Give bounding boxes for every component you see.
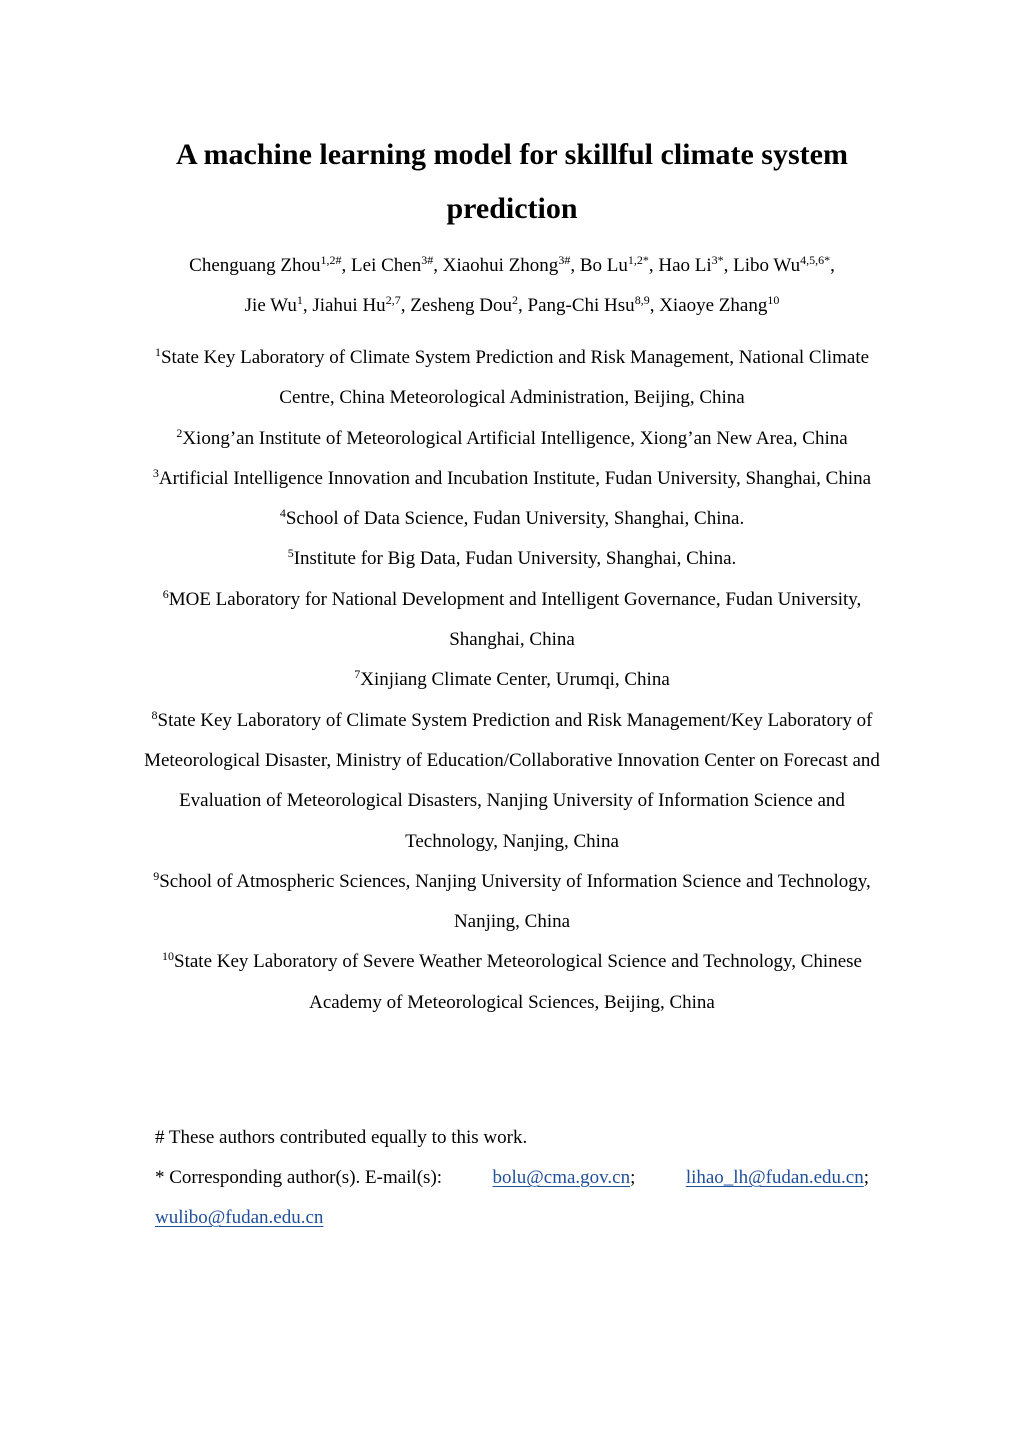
affiliation-item [140, 701, 884, 862]
affiliation-number: 8 [151, 707, 158, 722]
author-separator: , [570, 255, 580, 276]
affiliation-text: State Key Laboratory of Climate System Prediction and Risk Management/Key Laboratory of Meteorological Disaster, Ministry of Education/Collaborative Innovation Center on Forecast and Evaluation of Meteorological Disasters, Nanjing University of Information Science and Technology, Nanjing, China [144, 709, 880, 852]
author-separator: , [341, 255, 352, 276]
affiliation-text: State Key Laboratory of Severe Weather Meteorological Science and Technology, Chinese Academy of Meteorological Sciences, Beijing, China [174, 951, 862, 1013]
author-affiliation-marker: 3# [421, 253, 434, 267]
author-line-2 [100, 286, 924, 326]
author-line-1 [100, 246, 924, 286]
email-group [492, 1158, 635, 1198]
author-affiliation-marker: 1,2# [320, 253, 342, 267]
affiliation-item [140, 942, 884, 1023]
author-name: Pang-Chi Hsu [527, 295, 635, 316]
paper-title [110, 128, 914, 236]
author-separator: , [302, 295, 313, 316]
affiliation-item [140, 539, 884, 579]
affiliation-number: 1 [154, 345, 161, 359]
author-affiliation-marker: 3# [558, 253, 571, 267]
author-name: Xiaoye Zhang [659, 295, 768, 316]
author-affiliation-marker: 10 [767, 293, 780, 307]
author-affiliation-marker: 1,2* [627, 253, 649, 267]
affiliation-number: 3 [152, 465, 159, 480]
affiliation-text: State Key Laboratory of Climate System Prediction and Risk Management, National Climate Centre, China Meteorological Administration, Beijing, China [160, 347, 870, 409]
equal-contribution-note: # These authors contributed equally to this work. [155, 1127, 528, 1148]
author-affiliation-marker: 8,9 [634, 293, 650, 307]
author-separator: , [433, 255, 443, 276]
author-name: Lei Chen [351, 255, 422, 276]
author-separator: , [649, 295, 660, 316]
affiliation-number: 5 [287, 546, 294, 561]
affiliation-number: 4 [279, 506, 286, 521]
email-link-bolu[interactable]: bolu@cma.gov.cn [492, 1167, 631, 1188]
affiliation-number: 9 [153, 868, 160, 883]
author-affiliation-marker: 1 [296, 293, 303, 307]
affiliation-list [140, 338, 884, 1023]
corresponding-prefix: * Corresponding author(s). E-mail(s): [155, 1167, 443, 1188]
email-separator: ; [863, 1167, 869, 1188]
author-separator: , [723, 255, 734, 276]
author-affiliation-marker: 3* [711, 253, 724, 267]
affiliation-item [140, 499, 884, 539]
affiliation-text: Xinjiang Climate Center, Urumqi, China [360, 669, 670, 691]
author-notes [155, 1118, 869, 1238]
title-line-2: prediction [446, 192, 578, 225]
affiliation-text: Xiong’an Institute of Meteorological Artificial Intelligence, Xiong’an New Area, China [182, 427, 848, 449]
affiliation-number: 2 [176, 425, 183, 440]
email-group [686, 1158, 869, 1198]
email-separator: ; [630, 1167, 636, 1188]
corresponding-author-note [155, 1158, 869, 1198]
affiliation-item [140, 580, 884, 661]
affiliation-text: School of Data Science, Fudan University, Shanghai, China. [285, 508, 745, 530]
author-separator: , [400, 295, 411, 316]
author-name: Xiaohui Zhong [442, 255, 559, 276]
affiliation-item [140, 459, 884, 499]
affiliation-item [140, 660, 884, 700]
author-list [100, 246, 924, 326]
affiliation-text: MOE Laboratory for National Development and Intelligent Governance, Fudan University, Shanghai, China [168, 588, 862, 651]
author-affiliation-marker: 2,7 [385, 293, 401, 307]
affiliation-text: School of Atmospheric Sciences, Nanjing University of Information Science and Technology, Nanjing, China [159, 870, 871, 933]
title-line-1: A machine learning model for skillful climate system [176, 138, 848, 171]
affiliation-item [140, 862, 884, 943]
email-link-lihao[interactable]: lihao_lh@fudan.edu.cn [685, 1167, 864, 1188]
author-name: Zesheng Dou [410, 295, 513, 316]
author-affiliation-marker: 4,5,6* [800, 253, 831, 267]
affiliation-item [140, 338, 884, 419]
author-name: Libo Wu [733, 255, 801, 276]
corresponding-author-note-cont [155, 1198, 869, 1238]
affiliation-text: Institute for Big Data, Fudan University, Shanghai, China. [293, 548, 737, 570]
affiliation-text: Artificial Intelligence Innovation and Incubation Institute, Fudan University, Shanghai, China [158, 467, 872, 489]
author-name: Bo Lu [579, 255, 628, 276]
affiliation-number: 6 [162, 586, 169, 601]
affiliation-number: 7 [354, 667, 361, 682]
author-name: Chenguang Zhou [189, 255, 321, 276]
author-separator: , [518, 295, 528, 316]
author-separator: , [830, 255, 835, 276]
affiliation-item [140, 419, 884, 459]
author-name: Jie Wu [244, 295, 297, 316]
email-link-wulibo[interactable]: wulibo@fudan.edu.cn [155, 1207, 324, 1228]
author-name: Jiahui Hu [312, 295, 386, 316]
author-affiliation-marker: 2 [512, 293, 519, 307]
affiliation-number: 10 [162, 949, 175, 964]
author-name: Hao Li [658, 255, 712, 276]
author-separator: , [648, 255, 659, 276]
